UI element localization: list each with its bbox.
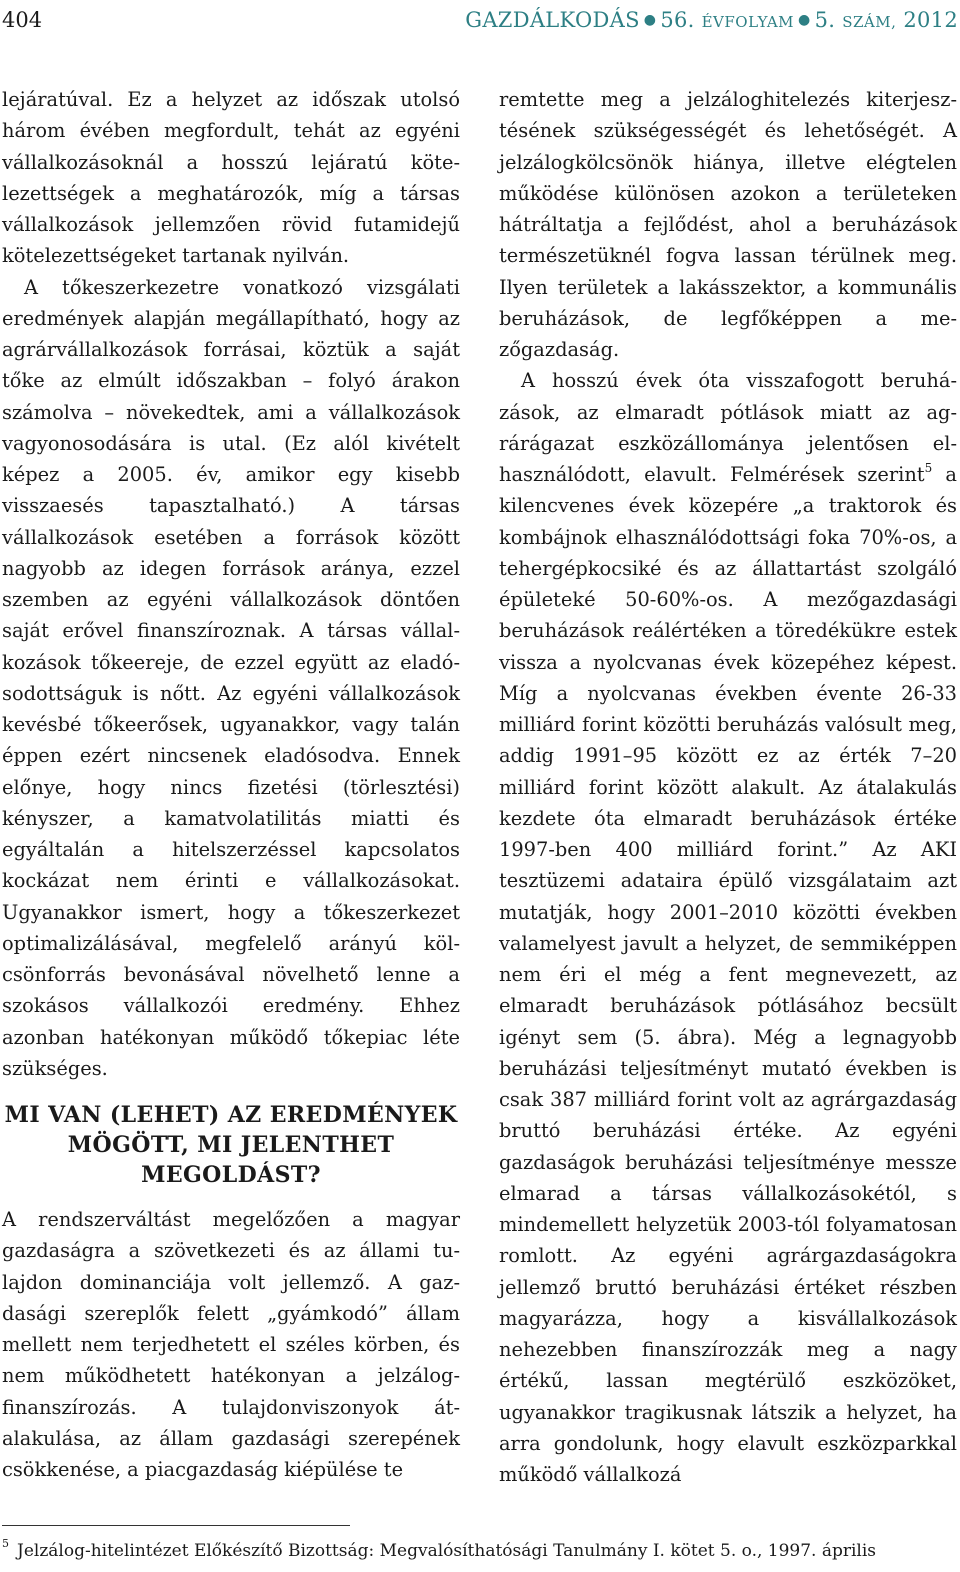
volume-label: ÉVFOLYAM bbox=[701, 13, 795, 31]
year: 2012 bbox=[903, 8, 958, 32]
paragraph-text: A hosszú évek óta visszafogott beruházások, az elmaradt pótlások miatt az agrárágazat eszközállománya jelentősen elhasználódott, elavult. Felmérések szerint bbox=[499, 369, 957, 486]
issue-number: 5. bbox=[814, 8, 836, 32]
right-column bbox=[499, 84, 957, 1490]
paragraph: A tőkeszerkezetre vonatkozó vizsgálati eredmények alapján megállapítható, hogy az agrárvállalkozások forrásai, köztük a saját tőke az elmúlt időszakban – folyó árakon számolva – növekedtek, ami a vállalkozások vagyonosodására is utal. (Ez alól kivételt képez a 2005. év, amikor egy kisebb visszaesés tapasztalható.) A társas vállalkozások esetében a források között nagyobb az idegen források aránya, ezzel szemben az egyéni vállalkozások döntően saját erővel finanszíroznak. A társas vállalkozások tőkeereje, de ezzel együtt az eladósodottságuk is nőtt. Az egyéni vállalkozások kevésbé tőkeerősek, ugyanakkor, vagy talán éppen ezért nincsenek eladósodva. Ennek előnye, hogy nincs fizetési (törlesztési) kényszer, a kamatvolatilitás miatti és egyáltalán a hitelszerzéssel kapcsolatos kockázat nem érinti e vállalkozásokat. Ugyanakkor ismert, hogy a tőkeszerkezet optimalizálásával, megfelelő arányú kölcsönforrás bevonásával növelhető lenne a szokásos vállalkozói eredmény. Ehhez azonban hatékonyan működő tőkepiac léte szükséges. bbox=[2, 275, 460, 1080]
issue-label: SZÁM, bbox=[842, 13, 897, 31]
separator-dot: ● bbox=[643, 12, 657, 28]
volume-number: 56. bbox=[660, 8, 695, 32]
paragraph: A rendszerváltást megelőzően a magyar gazdaságra a szövetkezeti és az állami tulajdon dominanciája volt jellemző. A gazdasági szereplők felett „gyámkodó” állam mellett nem terjedhetett el széles körben, és nem működhetett hatékonyan a jelzálog-finanszírozás. A tulajdonviszonyok átalakulása, az állam gazdasági szerepének csökkenése, a piacgazdaság kiépülése te bbox=[2, 1208, 460, 1481]
separator-dot: ● bbox=[798, 12, 811, 28]
paragraph: remtette meg a jelzáloghitelezés kiterjesztésének szükségességét és lehetőségét. A jelzálogkölcsönök hiánya, illetve elégtelen működése különösen azokon a területeken hátráltatja a fejlődést, ahol a beruházások természetüknél fogva lassan térülnek meg. Ilyen területek a lakásszektor, a kommunális beruházások, de legfőképpen a mezőgazdaság. bbox=[499, 88, 957, 361]
paragraph-text: a kilencvenes évek közepére „a traktorok és kombájnok elhasználódottsági foka 70%-os, a tehergépkocsiké és az állattartást szolgáló épületeké 50-60%-os. A mezőgazdasági beruházások reálértéken a töredékükre estek vissza a nyolcvanas évek közepéhez képest. Míg a nyolcvanas években évente 26-33 milliárd forint közötti beruházás valósult meg, addig 1991–95 között ez az érték 7–20 milliárd forint között alakult. Az átalakulás kezdete óta elmaradt beruházások értéke 1997-ben 400 milliárd forint.” Az AKI tesztüzemi adataira épülő vizsgálataim azt mutatják, hogy 2001–2010 közötti években valamelyest javult a helyzet, de semmiképpen nem éri el még a fent megnevezett, az elmaradt beruházások pótlásához becsült igényt sem (5. ábra). Még a legnagyobb beruházási teljesítményt mutató években is csak 387 milliárd forint volt az agrárgazdaság bruttó beruházási értéke. Az egyéni gazdaságok beruházási teljesítménye messze elmarad a társas vállalkozásokétól, s mindemellett helyzetük 2003-tól folyamatosan romlott. Az egyéni agrárgazdaságokra jellemző bruttó beruházási értéket részben magyarázza, hogy a kisvállalkozások nehezebben finanszírozzák meg a nagy értékű, lassan megtérülő eszközöket, ugyanakkor tragikusnak látszik a helyzet, ha arra gondolunk, hogy elavult eszközparkkal működő vállalkozá bbox=[499, 463, 957, 1486]
footnote-reference: 5 bbox=[924, 460, 933, 475]
journal-title bbox=[465, 8, 958, 32]
footnote-divider bbox=[2, 1525, 350, 1526]
paragraph bbox=[499, 365, 957, 1490]
journal-name: GAZDÁLKODÁS bbox=[465, 8, 640, 32]
paragraph: lejáratúval. Ez a helyzet az időszak utolsó három évében megfordult, tehát az egyéni vállalkozásoknál a hosszú lejáratú kötelezettségek a meghatározók, míg a társas vállalkozások jellemzően rövid futamidejű kötelezettségeket tartanak nyilván. bbox=[2, 88, 460, 268]
page-header bbox=[0, 8, 960, 42]
footnote bbox=[2, 1537, 960, 1562]
footnote-text: Jelzálog-hitelintézet Előkészítő Bizottság: Megvalósíthatósági Tanulmány I. kötet 5. o., 1997. április bbox=[17, 1541, 877, 1561]
page-number: 404 bbox=[2, 8, 43, 32]
left-column bbox=[2, 84, 460, 1485]
section-heading: MI VAN (LEHET) AZ EREDMÉNYEK MÖGÖTT, MI JELENTHET MEGOLDÁST? bbox=[4, 1102, 458, 1188]
footnote-marker: 5 bbox=[2, 1537, 9, 1551]
